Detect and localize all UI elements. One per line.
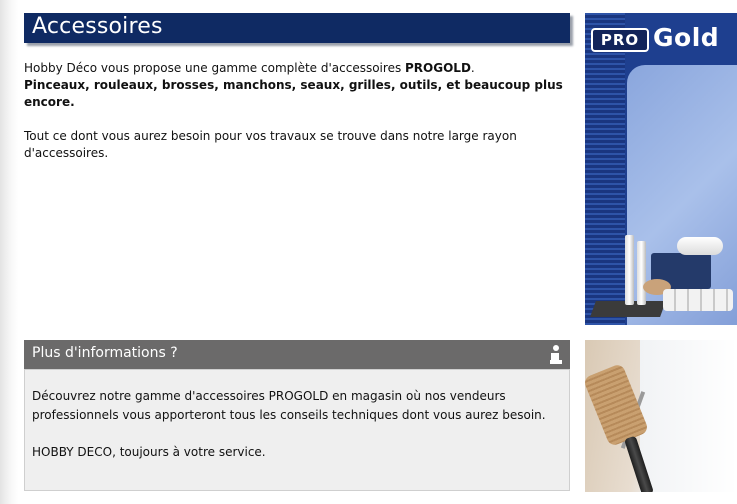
roller-shape — [677, 237, 723, 255]
wall-shape — [640, 340, 737, 492]
info-icon — [550, 345, 562, 364]
intro-line-1-period: . — [470, 61, 475, 75]
logo-pro: PRO — [591, 28, 649, 52]
info-header — [24, 340, 570, 369]
progold-ad-banner[interactable] — [585, 13, 737, 325]
intro-text — [24, 60, 570, 162]
caulk-tube-shape — [637, 241, 646, 305]
intro-line-1 — [24, 60, 570, 77]
brand-name: PROGOLD — [405, 61, 471, 75]
info-paragraph-1: Découvrez notre gamme d'accessoires PROGOLD en magasin où nos vendeurs professionnels vous apporteront tous les conseils techniques dont vous aurez besoin. — [32, 389, 546, 422]
logo-gold: Gold — [653, 23, 720, 52]
accessories-product-image — [593, 223, 733, 323]
info-paragraph-2: HOBBY DECO, toujours à votre service. — [32, 445, 266, 459]
paint-roller-photo — [585, 340, 737, 492]
intro-paragraph-2: Tout ce dont vous aurez besoin pour vos travaux se trouve dans notre large rayon d'accessoires. — [24, 129, 517, 160]
caulk-tube-shape — [625, 235, 634, 305]
page-title-bar — [24, 13, 570, 43]
intro-line-1-text: Hobby Déco vous propose une gamme complète d'accessoires — [24, 61, 406, 75]
info-body — [24, 369, 570, 491]
product-list-text: Pinceaux, rouleaux, brosses, manchons, seaux, grilles, outils, et beaucoup plus encore. — [24, 78, 563, 109]
small-rollers-shape — [663, 289, 733, 311]
page-title: Accessoires — [32, 14, 163, 39]
info-heading: Plus d'informations ? — [32, 345, 178, 361]
progold-logo — [591, 23, 733, 52]
